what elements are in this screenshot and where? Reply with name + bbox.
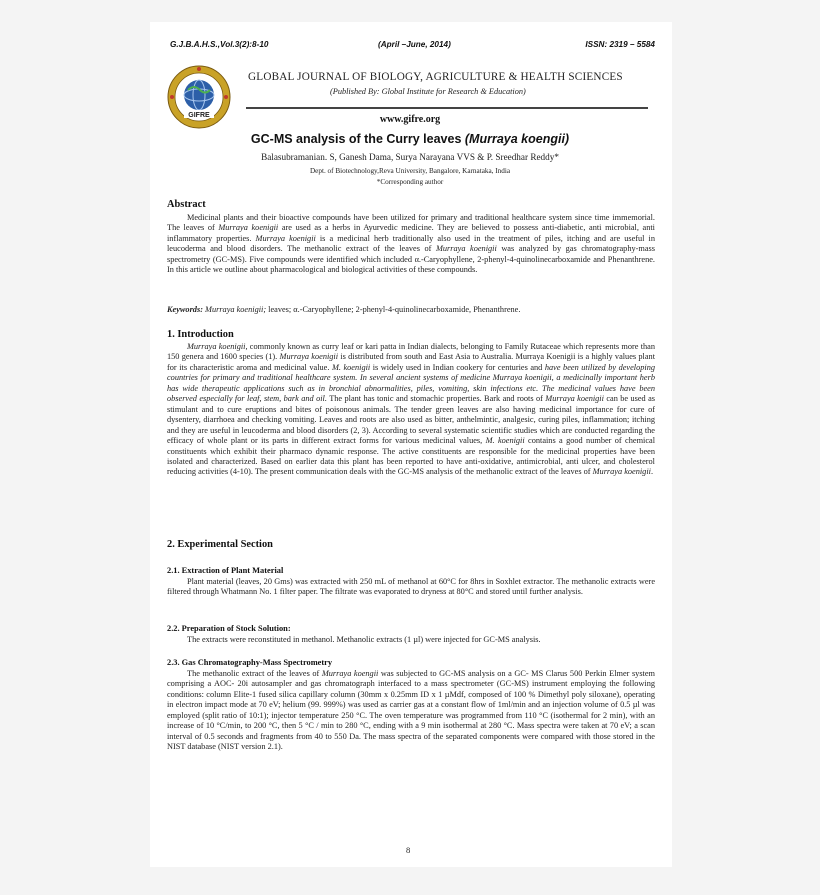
- experimental-heading: 2. Experimental Section: [167, 539, 273, 550]
- section-2-3-text: The methanolic extract of the leaves of Murraya koengii was subjected to GC-MS analysis on a GC- MS Clarus 500 Perkin Elmer system comprising a AOC- 20i autosampler and gas chromatograph interfaced to a mass spectrometer (GC-MS) instrument employing the following conditions: column Elite-1 fused silica capillary column (30mm x 0.25mm ID x 1 µMdf, composed of 100 % Dimethyl poly siloxane), operating in electron impact mode at 70 eV; helium (99. 999%) was used as carrier gas at a constant flow of 1ml/min and an injection volume of 0.5 µl was employed (split ratio of 10:1); injector temperature 250 °C. The oven temperature was programmed from 110 °C (isothermal for 2 min), with an increase of 10 °C/min, to 200 °C, then 5 °C / min to 280 °C, ending with a 9 min isothermal at 280 °C. Mass spectra were taken at 70 eV; a scan interval of 0.5 seconds and fragments from 40 to 550 Da. The mass spectra of the separated components were compared with those stored in the NIST database (NIST version 2.1).: [167, 669, 655, 752]
- corresponding-author: *Corresponding author: [376, 178, 444, 186]
- affiliation: Dept. of Biotechnology,Reva University, Bangalore, Karnataka, India: [309, 167, 511, 175]
- paper-title: GC-MS analysis of the Curry leaves (Murraya koengii): [250, 132, 570, 146]
- section-2-3-heading: 2.3. Gas Chromatography-Mass Spectrometry: [167, 658, 333, 667]
- section-2-2-text: The extracts were reconstituted in methanol. Methanolic extracts (1 µl) were injected for GC-MS analysis.: [187, 635, 541, 644]
- journal-citation: G.J.B.A.H.S.,Vol.3(2):8-10: [170, 40, 269, 49]
- author-list: Balasubramanian. S, Ganesh Dama, Surya Narayana VVS & P. Sreedhar Reddy*: [261, 152, 559, 162]
- keywords: Keywords: Murraya koenigii; leaves; α.-Caryophyllene; 2-phenyl-4-quinolinecarboxamide, Phenanthrene.: [167, 305, 521, 314]
- abstract-text: Medicinal plants and their bioactive compounds have been utilized for primary and traditional healthcare system since time immemorial. The leaves of Murraya koenigii are used as a herbs in Ayurvedic medicine. They are believed to possess anti-diabetic, anti microbial, anti inflammatory properties. Murraya koenigii is a medicinal herb traditionally also used in the treatment of piles, itching and are useful in leucoderma and blood disorders. The methanolic extract of the leaves of Murraya koenigii was analyzed by gas chromatography-mass spectrometry (GC-MS). Five compounds were identified which included α.-Caryophyllene, 2-phenyl-4-quinolinecarboxamide and Phenanthrene. In this article we outline about pharmacological and biological activities of these compounds.: [167, 213, 655, 275]
- journal-name: GLOBAL JOURNAL OF BIOLOGY, AGRICULTURE & HEALTH SCIENCES: [248, 71, 623, 83]
- svg-text:GIFRE: GIFRE: [188, 112, 210, 119]
- publisher-line: (Published By: Global Institute for Research & Education): [330, 87, 526, 96]
- section-2-2-heading: 2.2. Preparation of Stock Solution:: [167, 624, 291, 633]
- section-2-1-text: Plant material (leaves, 20 Gms) was extracted with 250 mL of methanol at 60°C for 8hrs in Soxhlet extractor. The methanolic extracts were filtered through Whatmann No. 1 filter paper. The filtrate was evaporated to dryness at 80°C and stored until further analysis.: [167, 577, 655, 597]
- journal-website: www.gifre.org: [379, 114, 441, 125]
- introduction-text: Murraya koenigii, commonly known as curry leaf or kari patta in Indian dialects, belonging to Family Rutaceae which represents more than 150 genera and 1600 species (1). Murraya koenigii is distributed from south and East Asia to Australia. Murraya Koenigii is a highly values plant for its characteristic aroma and medicinal value. M. koenigii is widely used in Indian cookery for centuries and have been utilized by developing countries for primary and traditional healthcare system. In several ancient systems of medicine Murraya koenigii, a medicinally important herb has wide therapeutic applications such as in bronchial abnormalities, piles, vomiting, skin infections etc. The medicinal values have been observed especially for leaf, stem, bark and oil. The plant has tonic and stomachic properties. Bark and roots of Murraya koenigii can be used as stimulant and to cure eruptions and bites of poisonous animals. The tender green leaves are also having medicinal importance for cure of dysentery, diarrhoea and checking vomiting. Leaves and roots are also used as bitter, anthelmintic, analgesic, curing piles, inflammation; itching and they are useful in leucoderma and blood disorders (2, 3). According to several systematic scientific studies which are conducted regarding the efficacy of whole plant or its parts in different extract forms for various medicinal values, M. koenigii contains a good number of chemical constituents which exhibit their pharmaco dynamic response. The active constituents are responsible for the medicinal properties have been isolated and characterized. Based on earlier data this plant has been reported to have anti-oxidative, antimicrobial, anti ulcer, and cholesterol reducing activities (4-10). The present communication deals with the GC-MS analysis of the methanolic extract of the leaves of Murraya koenigii.: [167, 342, 656, 477]
- section-2-1-heading: 2.1. Extraction of Plant Material: [167, 566, 284, 575]
- issue-date: (April –June, 2014): [378, 40, 451, 49]
- abstract-heading: Abstract: [167, 199, 206, 210]
- introduction-heading: 1. Introduction: [167, 329, 234, 340]
- issn: ISSN: 2319 – 5584: [585, 40, 655, 49]
- page-number: 8: [406, 845, 411, 855]
- banner-rule: [246, 107, 648, 109]
- journal-banner: [166, 62, 654, 134]
